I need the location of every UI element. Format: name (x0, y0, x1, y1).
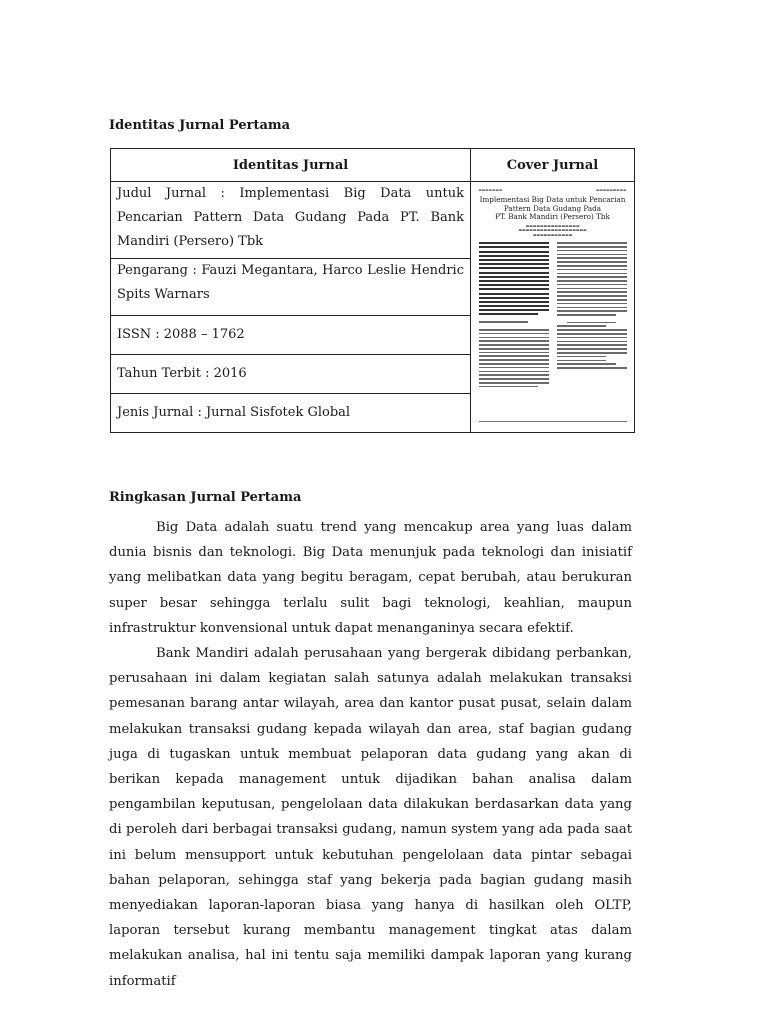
cover-title-line-2: Pattern Data Gudang Pada (503, 203, 602, 213)
section-heading-summary: Ringkasan Jurnal Pertama (109, 490, 302, 505)
cover-title-line-3: PT. Bank Mandiri (Persero) Tbk (495, 212, 610, 221)
row-jenis-jurnal: Jenis Jurnal : Jurnal Sisfotek Global (111, 394, 471, 433)
table-row (111, 182, 635, 259)
row-pengarang: Pengarang : Fauzi Megantara, Harco Leslie Hendric Spits Warnars (111, 259, 471, 316)
row-issn: ISSN : 2088 – 1762 (111, 316, 471, 355)
section-heading-identity: Identitas Jurnal Pertama (109, 118, 291, 133)
header-identitas-jurnal: Identitas Jurnal (111, 149, 471, 182)
summary-paragraph-2: Bank Mandiri adalah perusahaan yang bergerak dibidang perbankan, perusahaan ini dalam kegiatan salah satunya adalah melakukan transaksi pemesanan barang antar wilayah, area dan kantor pusat pusat, selain dalam melakukan transaksi gudang kepada wilayah dan area, staf bagian gudang juga di tugaskan untuk membuat pelaporan data gudang yang akan di berikan kepada management untuk dijadikan bahan analisa dalam pengambilan keputusan, pengelolaan data dilakukan berdasarkan data yang di peroleh dari berbagai transaksi gudang, namun system yang ada pada saat ini belum mensupport untuk kebutuhan pengelolaan data pintar sebagai bahan pelaporan, sehingga staf yang bekerja pada bagian gudang masih menyediakan laporan-laporan biasa yang hanya di hasilkan oleh OLTP, laporan tersebut kurang membantu management tingkat atas dalam melakukan analisa, hal ini tentu saja memiliki dampak laporan yang kurang informatif (109, 646, 632, 989)
cover-cell (471, 182, 635, 433)
summary-paragraph-1: Big Data adalah suatu trend yang mencakup area yang luas dalam dunia bisnis dan teknologi. Big Data menunjuk pada teknologi dan inisiatif yang melibatkan data yang begitu beragam, cepat berubah, atau berukuran super besar sehingga terlalu sulit bagi teknologi, keahlian, maupun infrastruktur konvensional untuk dapat menanganinya secara efektif. (109, 520, 632, 636)
row-tahun-terbit: Tahun Terbit : 2016 (111, 355, 471, 394)
journal-cover-image: ▬▬▬▬▬▬▬ ▬▬▬▬▬▬▬▬▬ Implementasi Big Data untuk Pencarian Pattern Data Gudang Pada PT. Bank Mandiri (Persero) Tbk ▬▬▬▬▬▬▬▬▬▬▬▬▬▬▬ ▬▬▬▬▬▬▬▬▬▬▬▬▬▬▬▬▬▬▬ ▬▬▬▬▬▬▬▬▬▬▬ (479, 188, 627, 428)
identity-table (110, 148, 635, 433)
row-judul-jurnal: Judul Jurnal : Implementasi Big Data untuk Pencarian Pattern Data Gudang Pada PT. Bank Mandiri (Persero) Tbk (111, 182, 471, 259)
cover-text-columns (479, 242, 627, 389)
cover-title-line-1: Implementasi Big Data untuk Pencarian (479, 195, 626, 204)
header-cover-jurnal: Cover Jurnal (471, 149, 635, 182)
table-header-row (111, 149, 635, 182)
